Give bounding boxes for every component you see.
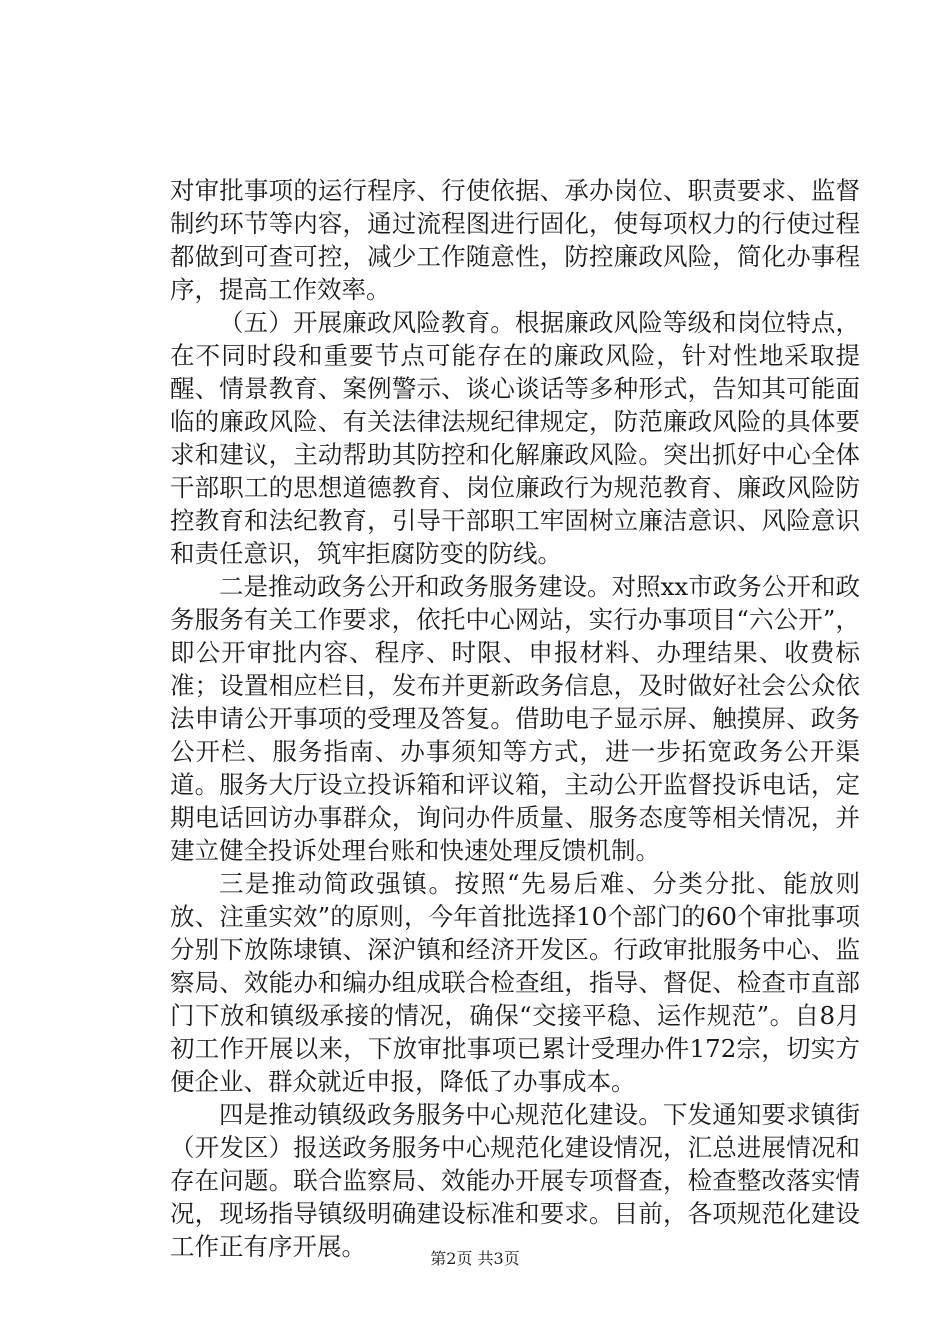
page-footer: 第2页 共3页 — [430, 1249, 520, 1268]
document-body — [170, 174, 860, 1263]
paragraph-3: 二是推动政务公开和政务服务建设。对照xx市政务公开和政务服务有关工作要求，依托中心网站，实行办事项目“六公开”，即公开审批内容、程序、时限、申报材料、办理结果、收费标准；设置相应栏目，发布并更新政务信息，及时做好社会公众依法申请公开事项的受理及答复。借助电子显示屏、触摸屏、政务公开栏、服务指南、办事须知等方式，进一步拓宽政务公开渠道。服务大厅设立投诉箱和评议箱，主动公开监督投诉电话，定期电话回访办事群众，询问办件质量、服务态度等相关情况，并建立健全投诉处理台账和快速处理反馈机制。 — [170, 572, 860, 865]
paragraph-4: 三是推动简政强镇。按照“先易后难、分类分批、能放则放、注重实效”的原则，今年首批选择10个部门的60个审批事项分别下放陈埭镇、深沪镇和经济开发区。行政审批服务中心、监察局、效能办和编办组成联合检查组，指导、督促、检查市直部门下放和镇级承接的情况，确保“交接平稳、运作规范”。自8月初工作开展以来，下放审批事项已累计受理办件172宗，切实方便企业、群众就近申报，降低了办事成本。 — [170, 869, 860, 1096]
paragraph-2: （五）开展廉政风险教育。根据廉政风险等级和岗位特点，在不同时段和重要节点可能存在的廉政风险，针对性地采取提醒、情景教育、案例警示、谈心谈话等多种形式，告知其可能面临的廉政风险、有关法律法规纪律规定，防范廉政风险的具体要求和建议，主动帮助其防控和化解廉政风险。突出抓好中心全体干部职工的思想道德教育、岗位廉政行为规范教育、廉政风险防控教育和法纪教育，引导干部职工牢固树立廉洁意识、风险意识和责任意识，筑牢拒腐防变的防线。 — [170, 308, 860, 568]
paragraph-5: 四是推动镇级政务服务中心规范化建设。下发通知要求镇街（开发区）报送政务服务中心规范化建设情况，汇总进展情况和存在问题。联合监察局、效能办开展专项督查，检查整改落实情况，现场指导镇级明确建设标准和要求。目前，各项规范化建设工作正有序开展。 — [170, 1100, 860, 1261]
paragraph-1: 对审批事项的运行程序、行使依据、承办岗位、职责要求、监督制约环节等内容，通过流程图进行固化，使每项权力的行使过程都做到可查可控，减少工作随意性，防控廉政风险，简化办事程序，提高工作效率。 — [170, 176, 860, 304]
